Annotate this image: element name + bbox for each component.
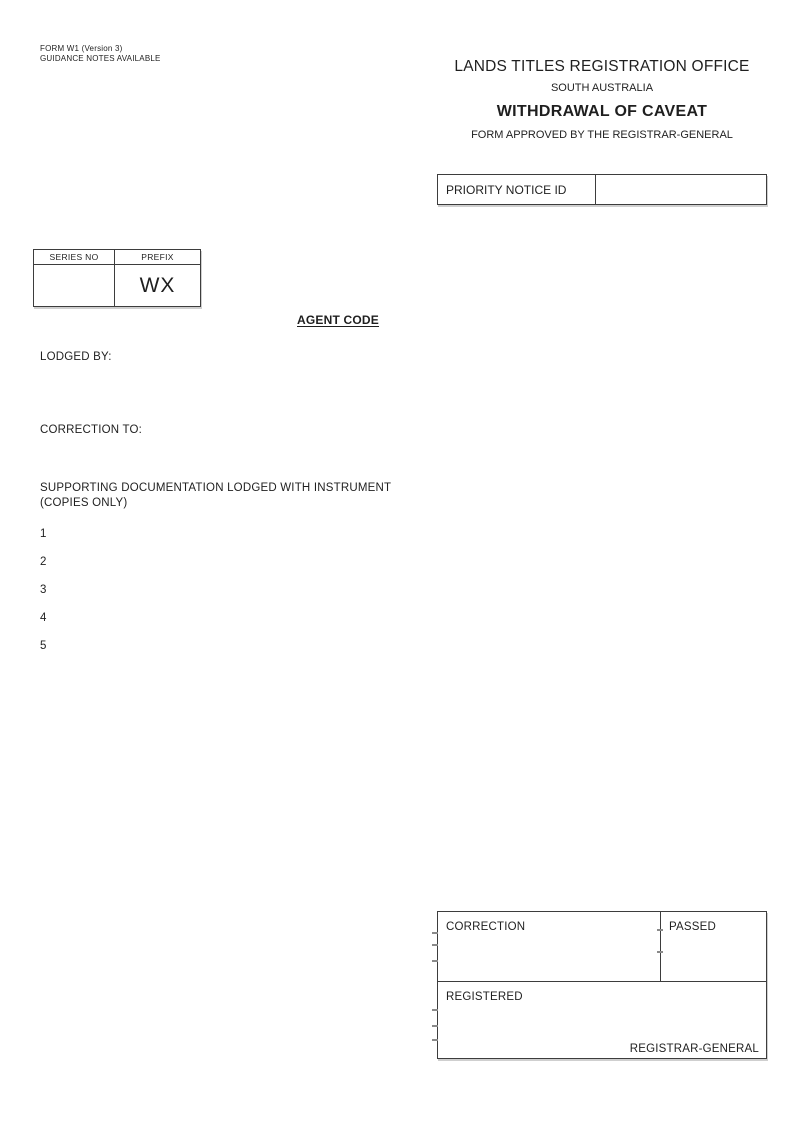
passed-label: PASSED: [669, 921, 717, 933]
registered-cell: [438, 982, 766, 1058]
correction-to-label: CORRECTION TO:: [40, 424, 143, 436]
priority-notice-label: PRIORITY NOTICE ID: [438, 175, 596, 204]
doc-item-number: 3: [40, 584, 47, 596]
approval-note: FORM APPROVED BY THE REGISTRAR-GENERAL: [471, 129, 733, 141]
correction-label: CORRECTION: [446, 921, 526, 933]
punch-mark: [432, 960, 438, 962]
correction-cell: [438, 912, 661, 981]
supporting-doc-list: [40, 528, 46, 668]
lodged-by-label: LODGED BY:: [40, 351, 112, 363]
punch-mark: [657, 951, 663, 953]
form-title: WITHDRAWAL OF CAVEAT: [496, 103, 708, 120]
guidance-notes-label: GUIDANCE NOTES AVAILABLE: [40, 54, 161, 63]
priority-notice-value-cell[interactable]: [596, 175, 766, 204]
punch-mark: [432, 944, 438, 946]
doc-item-number: 4: [40, 612, 47, 624]
doc-item-number: 5: [40, 640, 47, 652]
registered-label: REGISTERED: [446, 991, 523, 1003]
passed-cell: [661, 912, 766, 981]
supporting-docs-line2: (COPIES ONLY): [40, 496, 128, 509]
priority-notice-box: [437, 174, 767, 205]
doc-item-number: 1: [40, 528, 47, 540]
agent-code-label: AGENT CODE: [297, 313, 380, 327]
form-version-label: FORM W1 (Version 3): [40, 44, 123, 53]
series-no-value-cell[interactable]: [34, 265, 115, 306]
prefix-header: PREFIX: [141, 252, 174, 262]
registrar-general-label: REGISTRAR-GENERAL: [629, 1043, 759, 1055]
prefix-value: WX: [139, 273, 176, 297]
doc-item-number: 2: [40, 556, 47, 568]
office-use-box: [437, 911, 767, 1059]
series-no-header: SERIES NO: [34, 250, 115, 264]
punch-mark: [432, 932, 438, 934]
state-subtitle: SOUTH AUSTRALIA: [550, 82, 654, 94]
supporting-docs-label: [40, 481, 440, 510]
series-prefix-table: [33, 249, 201, 307]
form-version-block: [40, 44, 161, 64]
office-title: LANDS TITLES REGISTRATION OFFICE: [454, 58, 750, 75]
supporting-docs-line1: SUPPORTING DOCUMENTATION LODGED WITH INSTRUMENT: [40, 482, 392, 494]
punch-mark: [657, 929, 663, 931]
